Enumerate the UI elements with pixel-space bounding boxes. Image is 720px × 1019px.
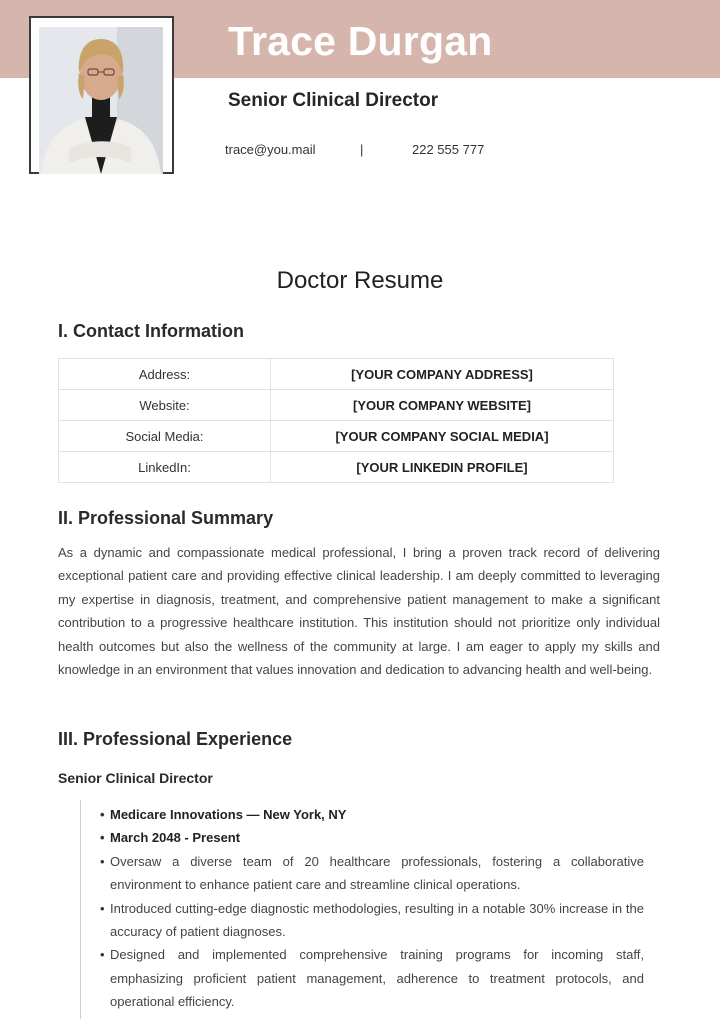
contact-value: [YOUR COMPANY ADDRESS]: [271, 359, 614, 390]
profile-photo-frame: [29, 16, 174, 174]
table-row: [59, 359, 614, 390]
contact-label: Address:: [59, 359, 271, 390]
contact-label: Website:: [59, 390, 271, 421]
contact-separator: |: [360, 142, 364, 157]
experience-section-heading: III. Professional Experience: [58, 729, 293, 749]
phone-text: 222 555 777: [412, 142, 485, 157]
candidate-name: Trace Durgan: [228, 18, 493, 64]
experience-list: [100, 803, 644, 1014]
summary-paragraph: As a dynamic and compassionate medical professional, I bring a proven track record of delivering exceptional patient care and providing effective clinical leadership. I am deeply committed to leveraging my expertise in diagnosis, treatment, and comprehensive patient management to make a significant contribution to a progressive healthcare institution. This institution should not prioritize only individual health outcomes but also the wellness of the community at large. I am eager to apply my skills and knowledge in an environment that values innovation and dedication to advancing health and well-being.: [58, 545, 660, 678]
experience-role: Senior Clinical Director: [58, 770, 213, 786]
table-row: [59, 421, 614, 452]
contact-label: Social Media:: [59, 421, 271, 452]
contact-value: [YOUR COMPANY SOCIAL MEDIA]: [271, 421, 614, 452]
list-item: • March 2048 - Present: [100, 826, 644, 849]
email-text: trace@you.mail: [225, 142, 316, 157]
list-item: • Introduced cutting-edge diagnostic methodologies, resulting in a notable 30% increase in the accuracy of patient diagnoses.: [100, 897, 644, 944]
profile-photo: [39, 27, 163, 174]
summary-section-heading: II. Professional Summary: [58, 508, 274, 528]
candidate-title: Senior Clinical Director: [228, 90, 439, 111]
table-row: [59, 452, 614, 483]
list-item: • Oversaw a diverse team of 20 healthcare professionals, fostering a collaborative environment to enhance patient care and streamline clinical operations.: [100, 850, 644, 897]
list-item: • Medicare Innovations — New York, NY: [100, 803, 644, 826]
contact-value: [YOUR COMPANY WEBSITE]: [271, 390, 614, 421]
contact-value: [YOUR LINKEDIN PROFILE]: [271, 452, 614, 483]
list-item: • Designed and implemented comprehensive training programs for incoming staff, emphasizing proficient patient management, adherence to treatment protocols, and operational efficiency.: [100, 943, 644, 1013]
experience-divider: [80, 800, 81, 1019]
document-title: Doctor Resume: [276, 267, 444, 294]
contact-label: LinkedIn:: [59, 452, 271, 483]
contact-section-heading: I. Contact Information: [58, 321, 244, 341]
contact-table: [58, 358, 614, 483]
table-row: [59, 390, 614, 421]
